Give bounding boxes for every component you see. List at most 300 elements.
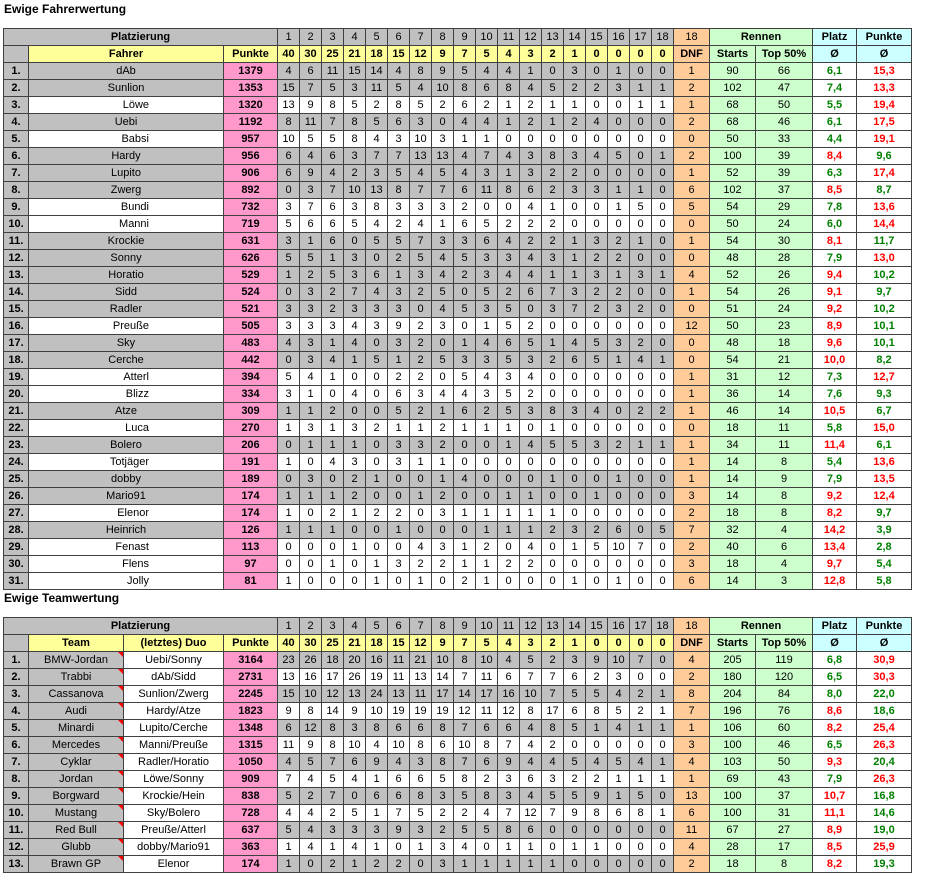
placement-count: 0 <box>278 556 300 573</box>
table-row <box>4 754 912 771</box>
placement-count: 4 <box>608 720 630 737</box>
header-top50: Top 50% <box>756 46 813 63</box>
header-punkte: Punkte <box>857 29 912 46</box>
placement-count: 1 <box>300 233 322 250</box>
placement-count: 3 <box>410 754 432 771</box>
row-rank: 1. <box>4 63 29 80</box>
placement-count: 9 <box>300 737 322 754</box>
row-top50: 66 <box>756 63 813 80</box>
row-dnf: 1 <box>674 63 710 80</box>
header-position: 16 <box>608 618 630 635</box>
row-starts: 14 <box>710 454 756 471</box>
row-top50: 33 <box>756 131 813 148</box>
placement-count: 6 <box>344 754 366 771</box>
placement-count: 5 <box>432 352 454 369</box>
placement-count: 7 <box>344 284 366 301</box>
placement-count: 0 <box>652 199 674 216</box>
header-points-value: 21 <box>344 635 366 652</box>
row-punkte-avg: 13,6 <box>857 454 912 471</box>
row-rank: 4. <box>4 114 29 131</box>
placement-count: 12 <box>520 805 542 822</box>
row-dnf: 4 <box>674 267 710 284</box>
placement-count: 1 <box>652 686 674 703</box>
placement-count: 5 <box>542 437 564 454</box>
placement-count: 0 <box>344 522 366 539</box>
placement-count: 5 <box>564 686 586 703</box>
placement-count: 0 <box>454 437 476 454</box>
placement-count: 0 <box>564 199 586 216</box>
placement-count: 3 <box>388 556 410 573</box>
placement-count: 2 <box>586 669 608 686</box>
row-top50: 3 <box>756 573 813 590</box>
header-points-value: 0 <box>630 46 652 63</box>
row-platz-avg: 6,5 <box>813 737 857 754</box>
placement-count: 5 <box>564 754 586 771</box>
placement-count: 5 <box>586 686 608 703</box>
header-points-value: 40 <box>278 635 300 652</box>
placement-count: 0 <box>300 454 322 471</box>
header-points-value: 2 <box>542 635 564 652</box>
placement-count: 4 <box>300 822 322 839</box>
placement-count: 1 <box>542 267 564 284</box>
placement-count: 1 <box>278 454 300 471</box>
placement-count: 3 <box>410 386 432 403</box>
placement-count: 0 <box>278 437 300 454</box>
placement-count: 1 <box>300 488 322 505</box>
placement-count: 1 <box>454 131 476 148</box>
row-starts: 102 <box>710 182 756 199</box>
row-punkte-avg: 26,3 <box>857 771 912 788</box>
driver-name: Blizz <box>29 386 224 403</box>
team-duo: dobby/Mario91 <box>124 839 224 856</box>
header-position: 8 <box>432 618 454 635</box>
placement-count: 1 <box>564 267 586 284</box>
row-punkte: 838 <box>224 788 278 805</box>
header-dnf: DNF <box>674 635 710 652</box>
placement-count: 0 <box>586 471 608 488</box>
row-top50: 9 <box>756 471 813 488</box>
placement-count: 5 <box>432 771 454 788</box>
placement-count: 0 <box>608 856 630 873</box>
row-platz-avg: 4,4 <box>813 131 857 148</box>
row-punkte: 113 <box>224 539 278 556</box>
header-platz: Platz <box>813 29 857 46</box>
row-rank: 17. <box>4 335 29 352</box>
table-row <box>4 267 912 284</box>
placement-count: 0 <box>652 369 674 386</box>
placement-count: 9 <box>278 703 300 720</box>
table-row <box>4 839 912 856</box>
team-title: Ewige Teamwertung <box>4 591 120 605</box>
placement-count: 2 <box>542 737 564 754</box>
header-points-value: 21 <box>344 46 366 63</box>
placement-count: 2 <box>388 856 410 873</box>
row-starts: 50 <box>710 318 756 335</box>
placement-count: 0 <box>652 216 674 233</box>
row-punkte-avg: 25,9 <box>857 839 912 856</box>
placement-count: 3 <box>344 720 366 737</box>
placement-count: 1 <box>366 471 388 488</box>
placement-count: 4 <box>410 216 432 233</box>
row-punkte-avg: 26,3 <box>857 737 912 754</box>
header-points-value: 0 <box>586 46 608 63</box>
placement-count: 8 <box>410 63 432 80</box>
placement-count: 4 <box>520 539 542 556</box>
placement-count: 1 <box>278 403 300 420</box>
placement-count: 6 <box>322 148 344 165</box>
placement-count: 7 <box>498 805 520 822</box>
placement-count: 2 <box>542 652 564 669</box>
header-rank-blank <box>4 46 29 63</box>
placement-count: 2 <box>520 216 542 233</box>
placement-count: 0 <box>366 386 388 403</box>
placement-count: 0 <box>542 386 564 403</box>
header-points-value: 0 <box>630 635 652 652</box>
table-row <box>4 652 912 669</box>
header-position: 13 <box>542 618 564 635</box>
fahrer-table <box>3 28 912 590</box>
placement-count: 6 <box>454 403 476 420</box>
placement-count: 11 <box>476 669 498 686</box>
row-starts: 54 <box>710 284 756 301</box>
team-name: Red Bull <box>29 822 124 839</box>
placement-count: 20 <box>344 652 366 669</box>
placement-count: 6 <box>476 720 498 737</box>
placement-count: 0 <box>520 454 542 471</box>
row-dnf: 1 <box>674 369 710 386</box>
placement-count: 6 <box>564 352 586 369</box>
placement-count: 0 <box>652 737 674 754</box>
placement-count: 1 <box>454 539 476 556</box>
placement-count: 6 <box>388 114 410 131</box>
placement-count: 6 <box>520 284 542 301</box>
placement-count: 3 <box>432 539 454 556</box>
placement-count: 3 <box>476 165 498 182</box>
placement-count: 0 <box>498 539 520 556</box>
placement-count: 4 <box>278 335 300 352</box>
row-platz-avg: 8,0 <box>813 686 857 703</box>
placement-count: 2 <box>410 284 432 301</box>
row-top50: 50 <box>756 754 813 771</box>
placement-count: 10 <box>454 737 476 754</box>
placement-count: 0 <box>630 165 652 182</box>
placement-count: 3 <box>300 471 322 488</box>
placement-count: 0 <box>564 505 586 522</box>
row-top50: 39 <box>756 148 813 165</box>
placement-count: 2 <box>366 856 388 873</box>
placement-count: 4 <box>300 148 322 165</box>
placement-count: 5 <box>278 250 300 267</box>
row-dnf: 1 <box>674 284 710 301</box>
placement-count: 5 <box>366 233 388 250</box>
placement-count: 1 <box>410 420 432 437</box>
header-pos18: 18 <box>674 618 710 635</box>
row-platz-avg: 9,7 <box>813 556 857 573</box>
placement-count: 10 <box>344 737 366 754</box>
placement-count: 0 <box>608 505 630 522</box>
row-rank: 16. <box>4 318 29 335</box>
row-platz-avg: 7,8 <box>813 199 857 216</box>
placement-count: 6 <box>322 216 344 233</box>
placement-count: 10 <box>300 686 322 703</box>
placement-count: 0 <box>652 788 674 805</box>
placement-count: 3 <box>476 386 498 403</box>
placement-count: 0 <box>630 737 652 754</box>
placement-count: 4 <box>300 805 322 822</box>
row-dnf: 0 <box>674 352 710 369</box>
row-starts: 67 <box>710 822 756 839</box>
placement-count: 5 <box>278 822 300 839</box>
placement-count: 1 <box>564 539 586 556</box>
placement-count: 5 <box>476 216 498 233</box>
placement-count: 1 <box>344 505 366 522</box>
placement-count: 7 <box>454 754 476 771</box>
row-rank: 22. <box>4 420 29 437</box>
row-punkte: 1192 <box>224 114 278 131</box>
row-top50: 47 <box>756 80 813 97</box>
placement-count: 0 <box>630 822 652 839</box>
placement-count: 1 <box>630 771 652 788</box>
row-punkte-avg: 18,6 <box>857 703 912 720</box>
placement-count: 14 <box>322 703 344 720</box>
placement-count: 0 <box>630 573 652 590</box>
row-rank: 8. <box>4 182 29 199</box>
placement-count: 2 <box>432 805 454 822</box>
placement-count: 5 <box>652 522 674 539</box>
table-row <box>4 386 912 403</box>
placement-count: 6 <box>278 720 300 737</box>
placement-count: 8 <box>542 148 564 165</box>
placement-count: 6 <box>410 720 432 737</box>
team-name: BMW-Jordan <box>29 652 124 669</box>
placement-count: 7 <box>300 199 322 216</box>
placement-count: 4 <box>498 267 520 284</box>
row-punkte: 1315 <box>224 737 278 754</box>
placement-count: 1 <box>388 267 410 284</box>
placement-count: 9 <box>388 318 410 335</box>
placement-count: 14 <box>366 63 388 80</box>
placement-count: 0 <box>542 556 564 573</box>
row-punkte-avg: 19,3 <box>857 856 912 873</box>
placement-count: 3 <box>432 856 454 873</box>
placement-count: 13 <box>410 148 432 165</box>
driver-name: Sunlion <box>29 80 224 97</box>
placement-count: 0 <box>542 369 564 386</box>
driver-name: Sky <box>29 335 224 352</box>
placement-count: 3 <box>410 114 432 131</box>
placement-count: 2 <box>322 505 344 522</box>
row-dnf: 1 <box>674 471 710 488</box>
row-dnf: 0 <box>674 250 710 267</box>
placement-count: 8 <box>476 788 498 805</box>
placement-count: 0 <box>344 233 366 250</box>
placement-count: 6 <box>520 771 542 788</box>
placement-count: 4 <box>432 250 454 267</box>
placement-count: 3 <box>498 250 520 267</box>
placement-count: 5 <box>608 703 630 720</box>
placement-count: 3 <box>300 182 322 199</box>
placement-count: 0 <box>652 652 674 669</box>
placement-count: 0 <box>652 539 674 556</box>
placement-count: 10 <box>366 703 388 720</box>
placement-count: 4 <box>520 80 542 97</box>
placement-count: 4 <box>432 386 454 403</box>
placement-count: 0 <box>652 114 674 131</box>
placement-count: 5 <box>520 652 542 669</box>
row-punkte: 2245 <box>224 686 278 703</box>
placement-count: 0 <box>300 539 322 556</box>
placement-count: 5 <box>564 437 586 454</box>
placement-count: 6 <box>300 216 322 233</box>
row-dnf: 0 <box>674 131 710 148</box>
placement-count: 0 <box>608 131 630 148</box>
row-rank: 28. <box>4 522 29 539</box>
placement-count: 2 <box>322 805 344 822</box>
placement-count: 0 <box>586 199 608 216</box>
placement-count: 1 <box>542 505 564 522</box>
placement-count: 7 <box>366 148 388 165</box>
row-platz-avg: 7,9 <box>813 250 857 267</box>
placement-count: 8 <box>322 720 344 737</box>
placement-count: 12 <box>498 703 520 720</box>
team-name: Glubb <box>29 839 124 856</box>
header-top50: Top 50% <box>756 635 813 652</box>
row-top50: 8 <box>756 856 813 873</box>
placement-count: 5 <box>278 216 300 233</box>
placement-count: 2 <box>432 437 454 454</box>
placement-count: 3 <box>454 352 476 369</box>
driver-name: Jolly <box>29 573 224 590</box>
placement-count: 2 <box>300 267 322 284</box>
placement-count: 1 <box>498 97 520 114</box>
placement-count: 8 <box>520 703 542 720</box>
placement-count: 0 <box>586 131 608 148</box>
placement-count: 0 <box>586 556 608 573</box>
row-top50: 14 <box>756 403 813 420</box>
row-punkte: 394 <box>224 369 278 386</box>
row-top50: 26 <box>756 284 813 301</box>
placement-count: 2 <box>630 686 652 703</box>
placement-count: 1 <box>410 488 432 505</box>
placement-count: 5 <box>630 199 652 216</box>
placement-count: 5 <box>498 301 520 318</box>
placement-count: 4 <box>498 233 520 250</box>
placement-count: 2 <box>454 805 476 822</box>
placement-count: 2 <box>454 267 476 284</box>
header-punkte-col: Punkte <box>224 635 278 652</box>
placement-count: 1 <box>542 420 564 437</box>
placement-count: 0 <box>366 488 388 505</box>
placement-count: 4 <box>454 114 476 131</box>
placement-count: 11 <box>366 80 388 97</box>
table-row <box>4 454 912 471</box>
header-position: 3 <box>322 29 344 46</box>
placement-count: 0 <box>652 839 674 856</box>
placement-count: 0 <box>586 165 608 182</box>
placement-count: 2 <box>432 488 454 505</box>
placement-count: 2 <box>498 556 520 573</box>
placement-count: 0 <box>586 386 608 403</box>
placement-count: 0 <box>366 250 388 267</box>
placement-count: 0 <box>564 471 586 488</box>
header-platzierung: Platzierung <box>4 29 278 46</box>
placement-count: 5 <box>542 788 564 805</box>
placement-count: 4 <box>542 754 564 771</box>
placement-count: 0 <box>564 420 586 437</box>
placement-count: 1 <box>388 352 410 369</box>
placement-count: 3 <box>432 233 454 250</box>
placement-count: 4 <box>366 737 388 754</box>
table-row <box>4 216 912 233</box>
placement-count: 8 <box>344 114 366 131</box>
placement-count: 1 <box>652 720 674 737</box>
placement-count: 7 <box>410 182 432 199</box>
placement-count: 6 <box>454 97 476 114</box>
row-rank: 4. <box>4 703 29 720</box>
placement-count: 5 <box>520 335 542 352</box>
row-starts: 48 <box>710 250 756 267</box>
row-platz-avg: 5,8 <box>813 420 857 437</box>
header-platz: Platz <box>813 618 857 635</box>
placement-count: 6 <box>322 199 344 216</box>
row-top50: 12 <box>756 369 813 386</box>
placement-count: 15 <box>278 80 300 97</box>
placement-count: 5 <box>454 369 476 386</box>
placement-count: 1 <box>432 454 454 471</box>
row-punkte-avg: 13,3 <box>857 80 912 97</box>
placement-count: 3 <box>300 420 322 437</box>
placement-count: 2 <box>322 301 344 318</box>
row-rank: 13. <box>4 267 29 284</box>
row-starts: 100 <box>710 788 756 805</box>
header-points-value: 4 <box>498 635 520 652</box>
placement-count: 11 <box>278 737 300 754</box>
row-platz-avg: 6,5 <box>813 669 857 686</box>
placement-count: 5 <box>454 301 476 318</box>
placement-count: 8 <box>586 805 608 822</box>
placement-count: 19 <box>366 669 388 686</box>
placement-count: 4 <box>322 165 344 182</box>
placement-count: 8 <box>366 199 388 216</box>
row-rank: 31. <box>4 573 29 590</box>
placement-count: 1 <box>476 556 498 573</box>
placement-count: 2 <box>366 505 388 522</box>
placement-count: 3 <box>366 165 388 182</box>
placement-count: 2 <box>300 788 322 805</box>
table-row <box>4 805 912 822</box>
header-points-value: 0 <box>586 635 608 652</box>
placement-count: 1 <box>586 488 608 505</box>
placement-count: 0 <box>498 454 520 471</box>
placement-count: 6 <box>498 669 520 686</box>
placement-count: 7 <box>388 805 410 822</box>
row-rank: 1. <box>4 652 29 669</box>
row-punkte: 728 <box>224 805 278 822</box>
row-top50: 11 <box>756 420 813 437</box>
placement-count: 4 <box>564 335 586 352</box>
row-punkte: 191 <box>224 454 278 471</box>
placement-count: 3 <box>278 318 300 335</box>
row-punkte-avg: 9,6 <box>857 148 912 165</box>
placement-count: 3 <box>476 352 498 369</box>
placement-count: 26 <box>344 669 366 686</box>
placement-count: 0 <box>388 488 410 505</box>
row-top50: 37 <box>756 182 813 199</box>
placement-count: 0 <box>476 437 498 454</box>
placement-count: 6 <box>454 182 476 199</box>
placement-count: 1 <box>542 199 564 216</box>
row-punkte: 483 <box>224 335 278 352</box>
